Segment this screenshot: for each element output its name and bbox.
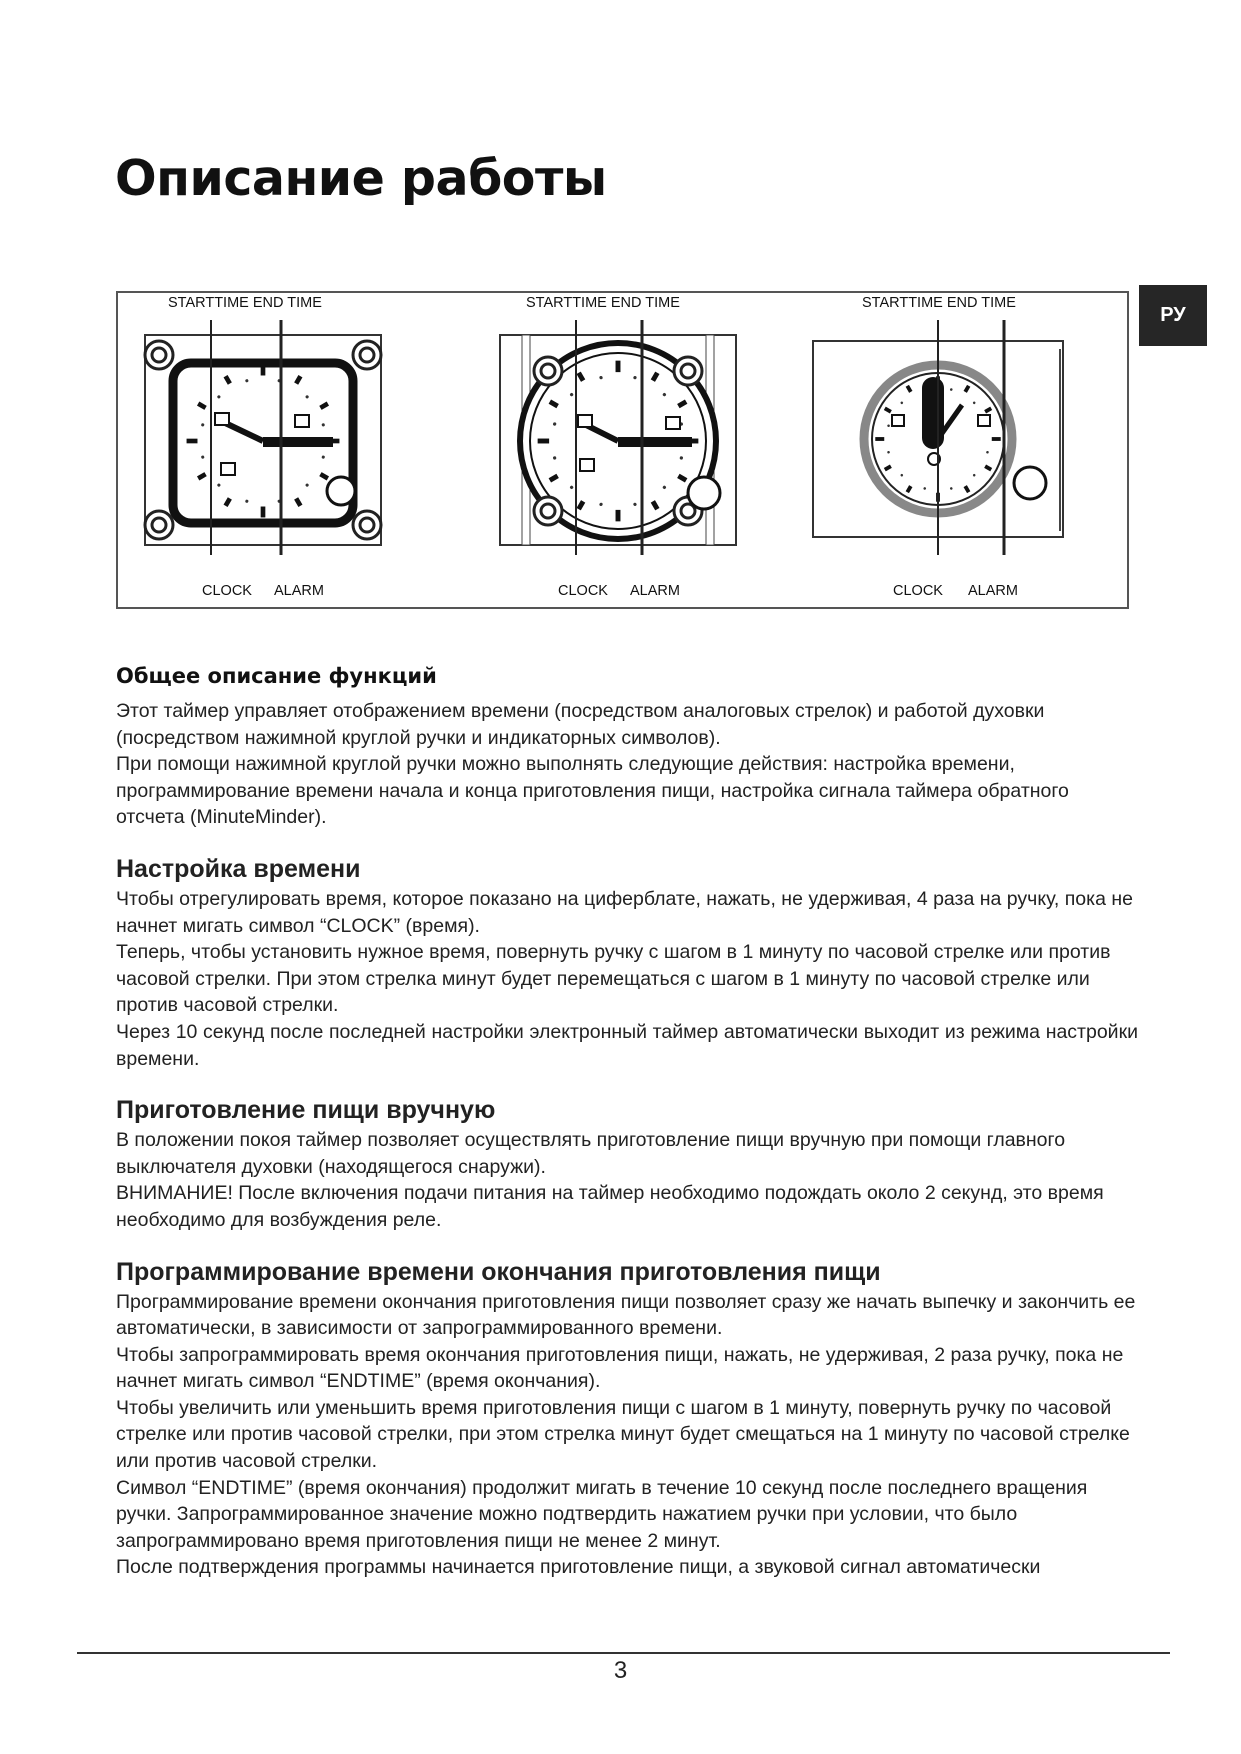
section-manual-cooking bbox=[116, 1096, 1138, 1233]
section-title: Общее описание функций bbox=[116, 664, 437, 688]
panel-2-top-label: STARTTIME END TIME bbox=[526, 295, 680, 311]
paragraph: Через 10 секунд после последней настройки электронный таймер автоматически выходит из режима настройки времени. bbox=[116, 1020, 1138, 1070]
paragraph: После подтверждения программы начинается приготовление пищи, а звуковой сигнал автоматически bbox=[116, 1556, 1041, 1579]
timer-illustrations bbox=[118, 293, 1127, 607]
main-content bbox=[116, 664, 1138, 1581]
paragraph: Этот таймер управляет отображением времени (посредством аналоговых стрелок) и работой духовки (посредством нажимной круглой ручки и индикаторных символов). bbox=[116, 700, 1045, 749]
panel-3-alarm-label: ALARM bbox=[968, 583, 1018, 599]
language-tab: РУ bbox=[1139, 285, 1207, 346]
paragraph: Чтобы запрограммировать время окончания приготовления пищи, нажать, не удерживая, 2 раза ручку, пока не начнет мигать символ “ENDTIME” (время окончания). bbox=[116, 1343, 1124, 1393]
paragraph: В положении покоя таймер позволяет осуществлять приготовление пищи вручную при помощи главного выключателя духовки (находящегося снаружи). bbox=[116, 1129, 1066, 1178]
paragraph: При помощи нажимной круглой ручки можно выполнять следующие действия: настройка времени, программирование времени начала и конца приготовления пищи, настройка сигнала таймера обратного отсчета (MinuteMinder). bbox=[116, 753, 1069, 829]
panel-2-alarm-label: ALARM bbox=[630, 583, 680, 599]
paragraph: Чтобы увеличить или уменьшить время приготовления пищи с шагом в 1 минуту, повернуть ручку по часовой стрелке или против часовой стрелки, при этом стрелка минут будет смещаться на 1 минуту по часовой стрелке или против часовой стрелки. bbox=[116, 1396, 1130, 1473]
panel-3-top-label: STARTTIME END TIME bbox=[862, 295, 1016, 311]
footer-divider bbox=[77, 1652, 1170, 1654]
section-title: Программирование времени окончания приготовления пищи bbox=[116, 1257, 881, 1286]
section-time-setting bbox=[116, 855, 1138, 1072]
page-number: 3 bbox=[613, 1657, 628, 1684]
timer-figure bbox=[116, 291, 1129, 609]
panel-1-top-label: STARTTIME END TIME bbox=[168, 295, 322, 311]
panel-3-clock-label: CLOCK bbox=[893, 583, 943, 599]
timer-panel-3 bbox=[813, 320, 1063, 555]
page-title: Описание работы bbox=[115, 150, 607, 207]
paragraph: ВНИМАНИЕ! После включения подачи питания на таймер необходимо подождать около 2 секунд, это время необходимо для возбуждения реле. bbox=[116, 1182, 1104, 1231]
paragraph: Программирование времени окончания приготовления пищи позволяет сразу же начать выпечку и закончить ее автоматически, в зависимости от запрограммированного времени. bbox=[116, 1290, 1136, 1340]
timer-panel-2 bbox=[500, 320, 736, 555]
panel-2-clock-label: CLOCK bbox=[558, 583, 608, 599]
paragraph: Символ “ENDTIME” (время окончания) продолжит мигать в течение 10 секунд после последнего вращения ручки. Запрограммированное значение можно подтвердить нажатием ручки при условии, что было запрограммировано время приготовления пищи не менее 2 минут. bbox=[116, 1476, 1088, 1552]
section-general-description bbox=[116, 664, 1138, 831]
section-title: Приготовление пищи вручную bbox=[116, 1096, 496, 1125]
paragraph: Чтобы отрегулировать время, которое показано на циферблате, нажать, не удерживая, 4 раза на ручку, пока не начнет мигать символ “CLOCK” (время). bbox=[116, 887, 1133, 937]
section-end-time-programming bbox=[116, 1258, 1138, 1582]
timer-panel-1 bbox=[145, 320, 381, 555]
section-title: Настройка времени bbox=[116, 854, 361, 883]
panel-1-alarm-label: ALARM bbox=[274, 583, 324, 599]
panel-1-clock-label: CLOCK bbox=[202, 583, 252, 599]
paragraph: Теперь, чтобы установить нужное время, повернуть ручку с шагом в 1 минуту по часовой стрелке или против часовой стрелки. При этом стрелка минут будет перемещаться с шагом в 1 минуту по часовой стрелке или против часовой стрелки. bbox=[116, 941, 1111, 1017]
